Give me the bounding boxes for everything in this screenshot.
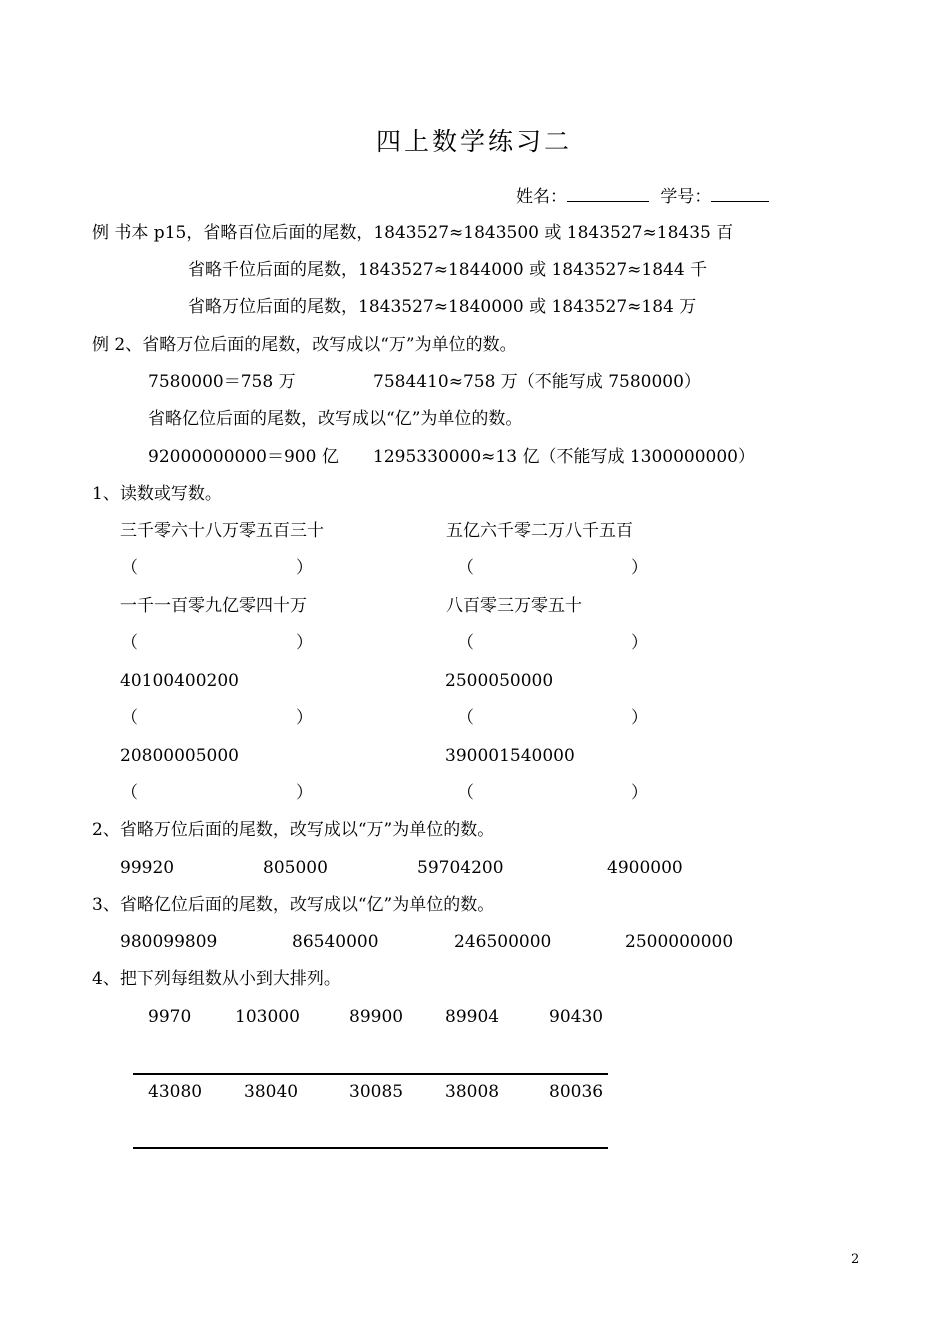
- example-2-yi-b: 1295330000≈13 亿（不能写成 1300000000）: [373, 447, 756, 467]
- question-1-heading: 1、读数或写数。: [92, 484, 222, 504]
- q1-item: 一千一百零九亿零四十万: [120, 596, 307, 616]
- q4-group-1-number: 9970: [148, 1007, 192, 1027]
- answer-line-group-1[interactable]: [133, 1073, 608, 1075]
- answer-paren-close: ）: [631, 708, 648, 728]
- q4-group-2-number: 38040: [244, 1082, 299, 1102]
- example-1-line-2: 省略千位后面的尾数，1843527≈1844000 或 1843527≈1844 千: [188, 260, 708, 280]
- student-info: [516, 185, 769, 208]
- answer-paren-open: （: [457, 783, 474, 803]
- example-2-wan-a: 7580000＝758 万: [148, 372, 296, 392]
- student-id-blank[interactable]: [711, 185, 769, 202]
- q4-group-1-number: 103000: [235, 1007, 300, 1027]
- question-2-heading: 2、省略万位后面的尾数，改写成以“万”为单位的数。: [92, 820, 495, 840]
- answer-paren-close: ）: [296, 633, 313, 653]
- q1-item: 20800005000: [120, 746, 239, 766]
- example-1-line-3: 省略万位后面的尾数，1843527≈1840000 或 1843527≈184 万: [188, 297, 697, 317]
- q2-number: 99920: [120, 858, 175, 878]
- answer-paren-open: （: [457, 633, 474, 653]
- example-2-heading: 例 2、省略万位后面的尾数，改写成以“万”为单位的数。: [92, 335, 517, 355]
- q1-item: 390001540000: [445, 746, 575, 766]
- q4-group-1-number: 90430: [549, 1007, 604, 1027]
- answer-line-group-2[interactable]: [133, 1147, 608, 1149]
- answer-paren-open: （: [121, 783, 138, 803]
- answer-paren-open: （: [457, 558, 474, 578]
- page-title: 四上数学练习二: [376, 127, 573, 156]
- answer-paren-open: （: [121, 558, 138, 578]
- q3-number: 980099809: [120, 932, 218, 952]
- answer-paren-open: （: [457, 708, 474, 728]
- q3-number: 2500000000: [625, 932, 734, 952]
- q3-number: 246500000: [454, 932, 552, 952]
- student-id-label: 学号：: [660, 187, 712, 207]
- q4-group-2-number: 43080: [148, 1082, 203, 1102]
- q4-group-2-number: 38008: [445, 1082, 500, 1102]
- question-4-heading: 4、把下列每组数从小到大排列。: [92, 969, 341, 989]
- q3-number: 86540000: [292, 932, 379, 952]
- q1-item: 八百零三万零五十: [446, 596, 582, 616]
- q4-group-1-number: 89900: [349, 1007, 404, 1027]
- q1-item: 2500050000: [445, 671, 554, 691]
- answer-paren-open: （: [121, 633, 138, 653]
- answer-paren-close: ）: [631, 558, 648, 578]
- answer-paren-close: ）: [631, 633, 648, 653]
- example-2-yi-heading: 省略亿位后面的尾数，改写成以“亿”为单位的数。: [148, 409, 523, 429]
- answer-paren-close: ）: [296, 708, 313, 728]
- example-1-line-1: 例 书本 p15，省略百位后面的尾数，1843527≈1843500 或 1843527≈18435 百: [92, 223, 734, 243]
- page-number: 2: [851, 1252, 860, 1267]
- name-blank[interactable]: [567, 185, 649, 202]
- q1-item: 五亿六千零二万八千五百: [446, 521, 633, 541]
- answer-paren-open: （: [121, 708, 138, 728]
- answer-paren-close: ）: [631, 783, 648, 803]
- example-2-wan-b: 7584410≈758 万（不能写成 7580000）: [373, 372, 701, 392]
- q2-number: 4900000: [607, 858, 683, 878]
- q2-number: 805000: [263, 858, 328, 878]
- q2-number: 59704200: [417, 858, 504, 878]
- q1-item: 三千零六十八万零五百三十: [120, 521, 324, 541]
- q1-item: 40100400200: [120, 671, 239, 691]
- answer-paren-close: ）: [296, 558, 313, 578]
- answer-paren-close: ）: [296, 783, 313, 803]
- q4-group-2-number: 80036: [549, 1082, 604, 1102]
- question-3-heading: 3、省略亿位后面的尾数，改写成以“亿”为单位的数。: [92, 895, 495, 915]
- example-2-yi-a: 92000000000＝900 亿: [148, 447, 339, 467]
- q4-group-1-number: 89904: [445, 1007, 500, 1027]
- name-label: 姓名：: [516, 187, 567, 207]
- q4-group-2-number: 30085: [349, 1082, 404, 1102]
